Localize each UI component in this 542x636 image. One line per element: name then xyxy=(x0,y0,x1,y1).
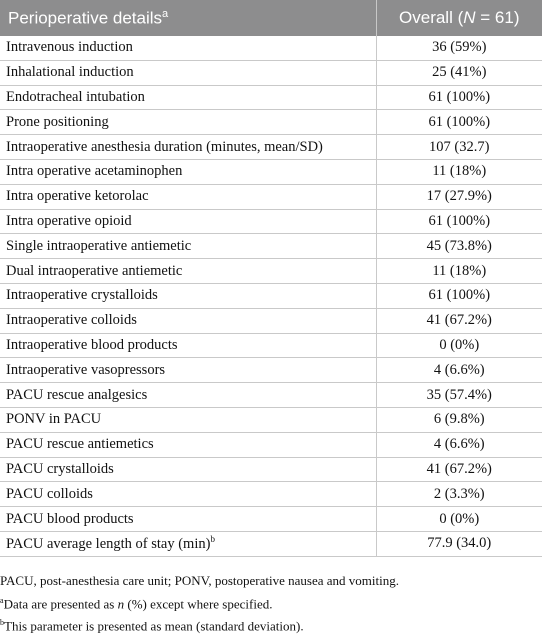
table-row xyxy=(0,159,542,184)
table-row xyxy=(0,457,542,482)
footnote-a-marker: a xyxy=(0,595,4,605)
footnote-a-suffix: (%) except where specified. xyxy=(124,595,273,611)
row-value: 61 (100%) xyxy=(376,85,542,110)
table-row xyxy=(0,358,542,383)
footnote-abbreviations: PACU, post-anesthesia care unit; PONV, postoperative nausea and vomiting. xyxy=(0,573,399,588)
row-label-cell xyxy=(0,407,376,432)
row-value: 6 (9.8%) xyxy=(376,407,542,432)
row-label-cell xyxy=(0,60,376,85)
row-value: 0 (0%) xyxy=(376,507,542,532)
row-label: PACU blood products xyxy=(6,510,134,527)
row-label-cell xyxy=(0,209,376,234)
table-row xyxy=(0,135,542,160)
row-value: 107 (32.7) xyxy=(376,135,542,160)
row-label: PACU crystalloids xyxy=(6,460,114,477)
footnote-marker-a: a xyxy=(162,7,169,20)
row-label-cell xyxy=(0,259,376,284)
table-row xyxy=(0,383,542,408)
row-value: 2 (3.3%) xyxy=(376,482,542,507)
table-row xyxy=(0,432,542,457)
header-col2-suffix: = 61) xyxy=(475,8,520,27)
header-col2-prefix: Overall ( xyxy=(399,8,464,27)
footnote-a-prefix: Data are presented as xyxy=(3,595,118,611)
footnote-marker-b: b xyxy=(210,534,215,545)
footnote-a xyxy=(0,591,542,614)
table-row xyxy=(0,234,542,259)
row-value: 61 (100%) xyxy=(376,209,542,234)
row-label: Intraoperative crystalloids xyxy=(6,287,158,304)
row-label: Intra operative acetaminophen xyxy=(6,163,183,180)
row-value: 11 (18%) xyxy=(376,259,542,284)
footnote-b-marker: b xyxy=(0,618,4,628)
row-label: PACU rescue antiemetics xyxy=(6,436,154,453)
table-row xyxy=(0,184,542,209)
row-label: Intraoperative blood products xyxy=(6,336,178,353)
row-label-cell xyxy=(0,110,376,135)
row-value: 41 (67.2%) xyxy=(376,457,542,482)
row-label-cell xyxy=(0,308,376,333)
footnote-b xyxy=(0,613,542,636)
row-label: Single intraoperative antiemetic xyxy=(6,237,192,254)
table-row xyxy=(0,110,542,135)
row-value: 25 (41%) xyxy=(376,60,542,85)
row-label: Intraoperative vasopressors xyxy=(6,361,166,378)
table-row xyxy=(0,60,542,85)
footnote-a-n: n xyxy=(117,595,125,611)
row-label-cell xyxy=(0,457,376,482)
row-value: 4 (6.6%) xyxy=(376,432,542,457)
row-value: 4 (6.6%) xyxy=(376,358,542,383)
table-header-row xyxy=(0,0,542,36)
row-label: Intra operative opioid xyxy=(6,212,132,229)
row-label: Inhalational induction xyxy=(6,64,134,81)
row-label-cell xyxy=(0,507,376,532)
table-body xyxy=(0,36,542,556)
row-label: Intraoperative colloids xyxy=(6,312,137,329)
row-label-cell xyxy=(0,383,376,408)
header-overall xyxy=(376,0,542,36)
header-perioperative-details xyxy=(0,0,376,36)
row-label: Prone positioning xyxy=(6,113,109,130)
row-value: 45 (73.8%) xyxy=(376,234,542,259)
row-label: PACU rescue analgesics xyxy=(6,386,148,403)
row-value: 77.9 (34.0) xyxy=(376,531,542,556)
table-row xyxy=(0,259,542,284)
row-value: 61 (100%) xyxy=(376,283,542,308)
row-label-cell xyxy=(0,358,376,383)
row-value: 35 (57.4%) xyxy=(376,383,542,408)
row-label-cell xyxy=(0,36,376,60)
table-row xyxy=(0,507,542,532)
row-value: 11 (18%) xyxy=(376,159,542,184)
table-row xyxy=(0,308,542,333)
row-label-cell xyxy=(0,283,376,308)
row-label-cell xyxy=(0,135,376,160)
table-row xyxy=(0,482,542,507)
row-value: 41 (67.2%) xyxy=(376,308,542,333)
row-label-cell xyxy=(0,159,376,184)
footnote-b-text: This parameter is presented as mean (standard deviation). xyxy=(4,618,304,634)
row-label: Intraoperative anesthesia duration (minutes, mean/SD) xyxy=(6,138,323,155)
table-row xyxy=(0,36,542,60)
row-label: Intravenous induction xyxy=(6,39,133,56)
header-col1-text: Perioperative details xyxy=(8,8,163,28)
table-footnotes xyxy=(0,571,542,636)
row-value: 61 (100%) xyxy=(376,110,542,135)
row-label-cell xyxy=(0,85,376,110)
row-label: PONV in PACU xyxy=(6,411,102,428)
table-row xyxy=(0,407,542,432)
header-col2-n: N xyxy=(463,8,476,27)
row-label-cell xyxy=(0,531,376,556)
row-label: Intra operative ketorolac xyxy=(6,188,149,205)
row-value: 36 (59%) xyxy=(376,36,542,60)
table-row xyxy=(0,85,542,110)
row-label: PACU colloids xyxy=(6,485,93,502)
row-label: Endotracheal intubation xyxy=(6,88,145,105)
row-label-cell xyxy=(0,234,376,259)
row-value: 17 (27.9%) xyxy=(376,184,542,209)
row-label: Dual intraoperative antiemetic xyxy=(6,262,183,279)
table-row xyxy=(0,531,542,556)
row-label-cell xyxy=(0,432,376,457)
table-row xyxy=(0,333,542,358)
row-label: PACU average length of stay (min) xyxy=(6,536,211,553)
row-label-cell xyxy=(0,184,376,209)
row-label-cell xyxy=(0,333,376,358)
row-label-cell xyxy=(0,482,376,507)
row-value: 0 (0%) xyxy=(376,333,542,358)
table-row xyxy=(0,283,542,308)
table-row xyxy=(0,209,542,234)
